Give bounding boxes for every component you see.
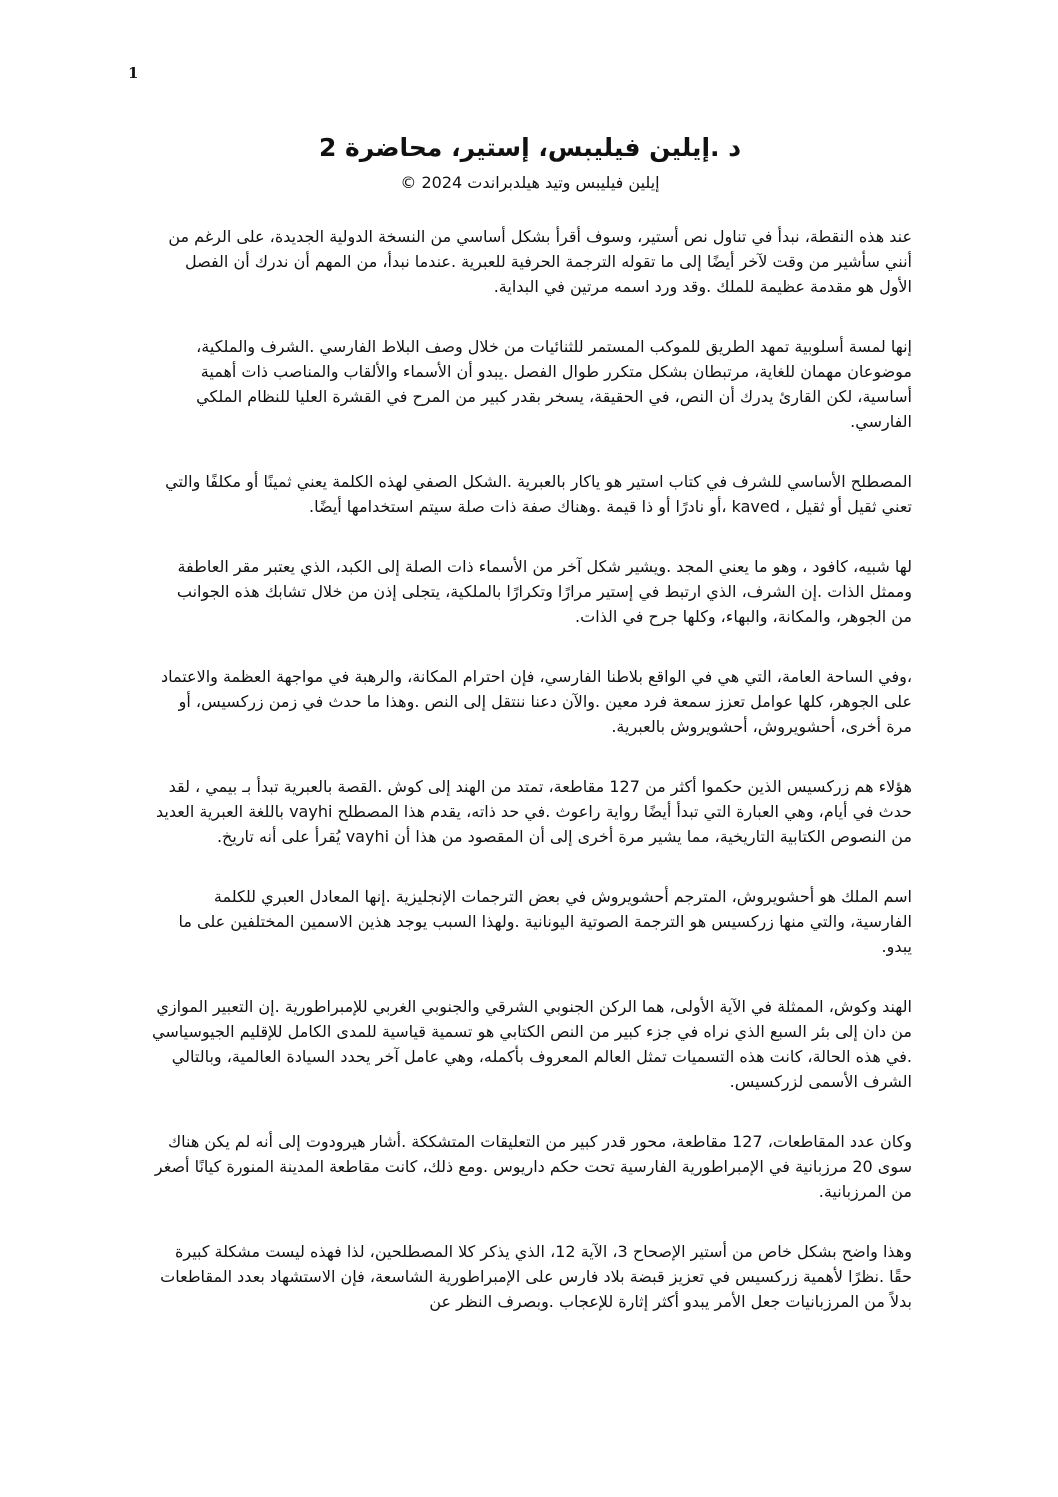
paragraph: إنها لمسة أسلوبية تمهد الطريق للموكب المستمر للثنائيات من خلال وصف البلاط الفارسي .الشرف والملكية، موضوعان مهمان للغاية، مرتبطان بشكل متكرر طوال الفصل .يبدو أن الأسماء والألقاب والمناصب ذات أهمية أساسية، لكن القارئ يدرك أن النص، في الحقيقة، يسخر بقدر كبير من المرح في القشرة العليا للنظام الملكي الفارسي. <box>196 337 912 431</box>
paragraph: عند هذه النقطة، نبدأ في تناول نص أستير، وسوف أقرأ بشكل أساسي من النسخة الدولية الجديدة، على الرغم من أنني سأشير من وقت لآخر أيضًا إلى ما تقوله الترجمة الحرفية للعبرية .عندما نبدأ، من المهم أن ندرك أن الفصل الأول هو مقدمة عظيمة للملك .وقد ورد اسمه مرتين في البداية. <box>168 227 912 296</box>
document-body <box>152 224 912 1349</box>
paragraph: الهند وكوش، الممثلة في الآية الأولى، هما الركن الجنوبي الشرقي والجنوبي الغربي للإمبراطورية .إن التعبير الموازي من دان إلى بئر السبع الذي نراه في جزء كبير من النص الكتابي هو تسمية قياسية للمدى الكامل للإقليم الجيوسياسي .في هذه الحالة، كانت هذه التسميات تمثل العالم المعروف بأكمله، وهي عامل آخر يحدد السيادة العالمية، وبالتالي الشرف الأسمى لزركسيس. <box>152 997 912 1091</box>
document-header <box>150 130 910 196</box>
document-title: د .إيلين فيليبس، إستير، محاضرة 2 <box>318 133 742 162</box>
paragraph: هؤلاء هم زركسيس الذين حكموا أكثر من 127 مقاطعة، تمتد من الهند إلى كوش .القصة بالعبرية تبدأ بـ بيمي ، لقد حدث في أيام، وهي العبارة التي تبدأ أيضًا رواية راعوث .في حد ذاته، يقدم هذا المصطلح vayhi باللغة العبرية العديد من النصوص الكتابية التاريخية، مما يشير مرة أخرى إلى أن المقصود من هذا أن vayhi يُقرأ على أنه تاريخ. <box>156 777 912 846</box>
paragraph: ،وفي الساحة العامة، التي هي في الواقع بلاطنا الفارسي، فإن احترام المكانة، والرهبة في مواجهة العظمة والاعتماد على الجوهر، كلها عوامل تعزز سمعة فرد معين .والآن دعنا ننتقل إلى النص .وهذا ما حدث في زمن زركسيس، أو مرة أخرى، أحشويروش، أحشويروش بالعبرية. <box>160 667 912 736</box>
copyright-line: إيلين فيليبس وتيد هيلدبراندت 2024 © <box>400 173 660 192</box>
paragraph: لها شبيه، كافود ، وهو ما يعني المجد .ويشير شكل آخر من الأسماء ذات الصلة إلى الكبد، الذي يعتبر مقر العاطفة وممثل الذات .إن الشرف، الذي ارتبط في إستير مرارًا وتكرارًا بالملكية، يتجلى إذن من خلال تشابك هذه الجوانب من الجوهر، والمكانة، والبهاء، وكلها جرح في الذات. <box>176 557 912 626</box>
paragraph: وهذا واضح بشكل خاص من أستير الإصحاح 3، الآية 12، الذي يذكر كلا المصطلحين، لذا فهذه ليست مشكلة كبيرة حقًا .نظرًا لأهمية زركسيس في تعزيز قبضة بلاد فارس على الإمبراطورية الشاسعة، فإن الاستشهاد بعدد المقاطعات بدلاً من المرزبانيات جعل الأمر يبدو أكثر إثارة للإعجاب .وبصرف النظر عن <box>160 1242 912 1311</box>
page-number: 1 <box>128 64 139 82</box>
paragraph: اسم الملك هو أحشويروش، المترجم أحشويروش في بعض الترجمات الإنجليزية .إنها المعادل العبري للكلمة الفارسية، والتي منها زركسيس هو الترجمة الصوتية اليونانية .ولهذا السبب يوجد هذين الاسمين المختلفين على ما يبدو. <box>178 887 912 956</box>
paragraph: وكان عدد المقاطعات، 127 مقاطعة، محور قدر كبير من التعليقات المتشككة .أشار هيرودوت إلى أنه لم يكن هناك سوى 20 مرزبانية في الإمبراطورية الفارسية تحت حكم داريوس .ومع ذلك، كانت مقاطعة المدينة المنورة كيانًا أصغر من المرزبانية. <box>154 1132 912 1201</box>
paragraph: المصطلح الأساسي للشرف في كتاب استير هو ياكار بالعبرية .الشكل الصفي لهذه الكلمة يعني ثمينًا أو مكلفًا والتي تعني ثقيل أو ثقيل ، kaved ،أو نادرًا أو ذا قيمة .وهناك صفة ذات صلة سيتم استخدامها أيضًا. <box>165 472 912 516</box>
